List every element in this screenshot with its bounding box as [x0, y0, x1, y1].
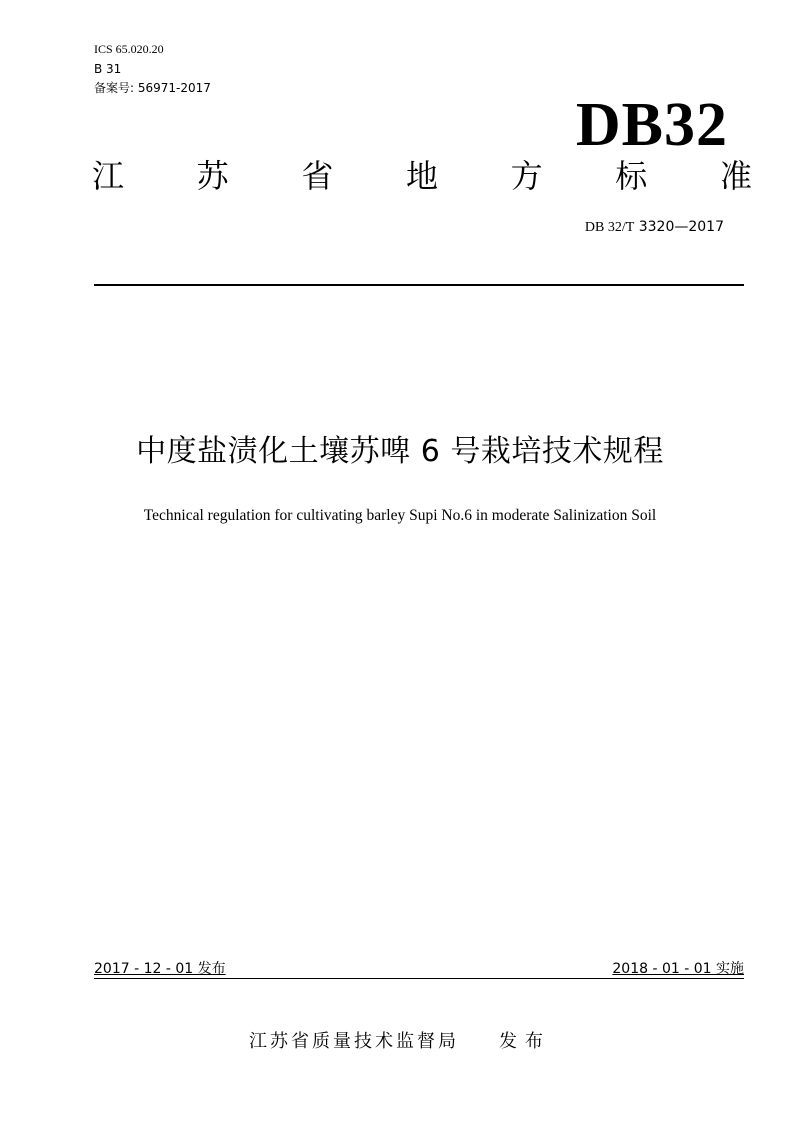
- standard-code-large: DB32: [575, 91, 728, 159]
- top-divider: [94, 284, 744, 286]
- standard-type-char: 方: [510, 157, 543, 195]
- ccs-code: B 31: [94, 62, 122, 76]
- standard-type-char: 省: [301, 157, 334, 195]
- issue-date: 2017 - 12 - 01 发布: [94, 961, 226, 977]
- bottom-divider: [94, 978, 744, 979]
- issuer-organization: 江苏省质量技术监督局: [249, 1031, 459, 1052]
- standard-number-suffix: 3320—2017: [638, 219, 724, 235]
- implementation-date: 2018 - 01 - 01 实施: [612, 961, 744, 977]
- issuer-action: 发布: [499, 1031, 551, 1052]
- standard-type-char: 标: [615, 157, 648, 195]
- standard-type-char: 江: [92, 157, 125, 195]
- standard-number: [585, 218, 724, 237]
- document-title-chinese: 中度盐渍化土壤苏啤 6 号栽培技术规程: [136, 434, 664, 469]
- standard-type-char: 地: [405, 157, 438, 195]
- standard-type-heading: [92, 156, 752, 196]
- ics-code: ICS 65.020.20: [94, 42, 164, 56]
- standard-type-char: 准: [719, 157, 752, 195]
- standard-type-char: 苏: [196, 157, 229, 195]
- document-title-english: Technical regulation for cultivating barley Supi No.6 in moderate Salinization Soil: [143, 507, 657, 524]
- issuing-authority: [0, 1030, 800, 1054]
- standard-number-prefix: DB 32/T: [584, 220, 635, 235]
- filing-number: 备案号: 56971-2017: [94, 81, 211, 95]
